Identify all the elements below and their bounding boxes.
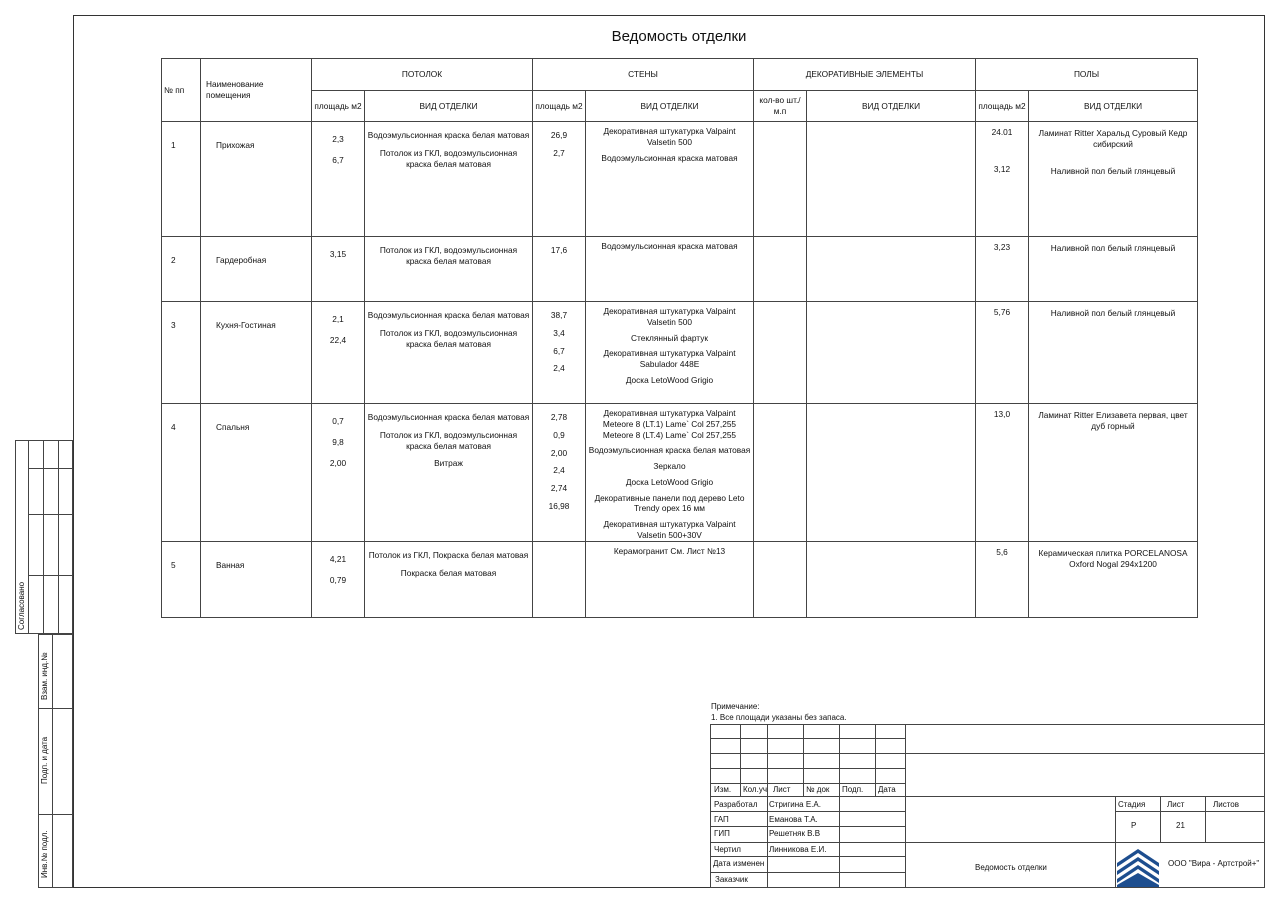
tb-col-sign: Подп. — [842, 785, 864, 794]
row-number — [162, 404, 201, 542]
ceiling-finish-text: Потолок из ГКЛ, водоэмульсионная краска белая матовая — [379, 327, 518, 349]
row-number — [162, 302, 201, 404]
walls-area-value: 6,7 — [553, 345, 565, 356]
sign-date-label: Подп. и дата — [40, 736, 49, 784]
walls-area — [533, 122, 586, 237]
tb-role-1: Разработал — [714, 800, 758, 809]
walls-finish-text: Водоэмульсионная краска белая матовая — [588, 445, 751, 456]
walls-finish — [586, 302, 754, 404]
decor-finish — [807, 237, 976, 302]
finishing-table — [161, 58, 1198, 618]
row-number — [162, 237, 201, 302]
ceiling-finish — [365, 122, 533, 237]
ceiling-finish — [365, 404, 533, 542]
header-ceiling: ПОТОЛОК — [312, 59, 533, 91]
header-ceiling-area: площадь м2 — [312, 91, 365, 122]
ceiling-area-value: 3,15 — [329, 249, 347, 259]
table-row — [162, 404, 1198, 542]
ceiling-finish-text: Потолок из ГКЛ, водоэмульсионная краска белая матовая — [379, 147, 518, 169]
header-floor-finish: ВИД ОТДЕЛКИ — [1029, 91, 1198, 122]
walls-area-value: 2,7 — [553, 147, 565, 158]
tb-sheet-value: 21 — [1176, 821, 1185, 830]
walls-area-value: 2,4 — [553, 465, 565, 476]
ceiling-finish-text: Витраж — [434, 458, 463, 469]
table-row — [162, 122, 1198, 237]
walls-finish-text: Стеклянный фартук — [631, 332, 708, 343]
ceiling-area — [312, 122, 365, 237]
tb-name-2: Еманова Т.А. — [769, 815, 818, 824]
tb-role-2: ГАП — [714, 815, 729, 824]
agreed-stamp — [28, 440, 73, 634]
header-floor-area: площадь м2 — [976, 91, 1029, 122]
ceiling-area-value: 0,79 — [329, 574, 347, 585]
decor-finish — [807, 541, 976, 617]
ceiling-area — [312, 404, 365, 542]
room-name — [201, 302, 312, 404]
floor-finish-text: Ламинат Ritter Харальд Суровый Кедр сибирский — [1038, 128, 1188, 149]
tb-name-3: Решетняк В.В — [769, 829, 821, 838]
walls-area-value: 2,00 — [550, 447, 568, 458]
walls-area-value: 2,78 — [550, 412, 568, 422]
header-decor-finish: ВИД ОТДЕЛКИ — [807, 91, 976, 122]
ceiling-finish-text: Потолок из ГКЛ, водоэмульсионная краска белая матовая — [379, 429, 518, 451]
agreed-label: Согласовано — [17, 581, 26, 630]
walls-area-value: 26,9 — [550, 130, 568, 140]
tb-name-4: Линникова Е.И. — [769, 845, 827, 854]
decor-qty — [754, 404, 807, 542]
walls-finish — [586, 122, 754, 237]
walls-finish — [586, 404, 754, 542]
table-row — [162, 302, 1198, 404]
room-name-text: Ванная — [216, 559, 245, 570]
tb-sheet-label: Лист — [1167, 800, 1185, 809]
room-name — [201, 541, 312, 617]
ceiling-area — [312, 237, 365, 302]
floor-area — [976, 541, 1029, 617]
document-title: Ведомость отделки — [611, 28, 747, 45]
floor-area — [976, 302, 1029, 404]
floor-area-value: 5,6 — [996, 546, 1008, 557]
room-name-text: Прихожая — [216, 140, 255, 150]
tb-col-date: Дата — [878, 785, 896, 794]
floor-area-value: 5,76 — [993, 307, 1011, 317]
tb-col-doc: № док — [806, 785, 830, 794]
floor-area-value: 3,23 — [993, 242, 1011, 252]
tb-role-6: Заказчик — [715, 875, 748, 884]
walls-area-value: 2,4 — [553, 363, 565, 374]
replaced-inv-label: Взам. инд.№ — [40, 652, 49, 700]
walls-area — [533, 404, 586, 542]
table-row — [162, 541, 1198, 617]
ceiling-finish — [365, 302, 533, 404]
note-text: 1. Все площади указаны без запаса. — [711, 713, 847, 722]
ceiling-finish-text: Потолок из ГКЛ, Покраска белая матовая — [368, 549, 529, 560]
walls-area-value: 38,7 — [550, 310, 568, 320]
row-number-text: 2 — [171, 255, 176, 265]
floor-area — [976, 404, 1029, 542]
room-name — [201, 404, 312, 542]
room-name — [201, 237, 312, 302]
tb-stage-value: Р — [1131, 821, 1137, 830]
tb-col-kolvo: Кол.уч — [743, 785, 767, 794]
decor-finish — [807, 404, 976, 542]
floor-finish — [1029, 541, 1198, 617]
ceiling-finish-text: Водоэмульсионная краска белая матовая — [367, 310, 530, 320]
header-row-1 — [162, 59, 1198, 91]
walls-finish-text: Декоративная штукатурка Valpaint Valsetin 500+30V — [603, 519, 736, 541]
table-row — [162, 237, 1198, 302]
row-number-text: 4 — [171, 422, 176, 432]
decor-qty — [754, 122, 807, 237]
floor-area — [976, 122, 1029, 237]
ceiling-area — [312, 541, 365, 617]
ceiling-area-value: 6,7 — [332, 154, 344, 165]
header-walls-finish: ВИД ОТДЕЛКИ — [586, 91, 754, 122]
tb-doc-name: Ведомость отделки — [975, 863, 1047, 872]
floor-finish-text: Наливной пол белый глянцевый — [1050, 243, 1176, 253]
floor-area-value: 3,12 — [993, 163, 1011, 174]
walls-area-value: 0,9 — [553, 429, 565, 440]
room-name — [201, 122, 312, 237]
floor-finish-text: Наливной пол белый глянцевый — [1050, 308, 1176, 318]
ceiling-area-value: 2,3 — [332, 134, 344, 144]
decor-qty — [754, 237, 807, 302]
walls-area — [533, 237, 586, 302]
ceiling-finish-text: Водоэмульсионная краска белая матовая — [367, 130, 530, 140]
tb-name-1: Стригина Е.А. — [769, 800, 821, 809]
decor-finish — [807, 122, 976, 237]
ceiling-area-value: 22,4 — [329, 334, 347, 345]
ceiling-finish-text: Покраска белая матовая — [400, 567, 497, 578]
ceiling-area — [312, 302, 365, 404]
walls-finish-text: Декоративные панели под дерево Leto Trendy орех 16 мм — [594, 492, 745, 514]
tb-company: ООО "Вира - Артстрой+" — [1168, 859, 1260, 868]
tb-role-3: ГИП — [714, 829, 730, 838]
ceiling-area-value: 4,21 — [329, 553, 347, 564]
floor-finish-text: Ламинат Ritter Елизавета первая, цвет дуб горный — [1038, 410, 1188, 431]
room-name-text: Гардеробная — [216, 255, 267, 265]
row-number-text: 5 — [171, 559, 176, 570]
ceiling-finish — [365, 237, 533, 302]
floor-area-value: 24.01 — [991, 127, 1013, 137]
inv-no-label: Инв.№ подл. — [40, 830, 49, 878]
header-floors: ПОЛЫ — [976, 59, 1198, 91]
header-walls: СТЕНЫ — [533, 59, 754, 91]
walls-finish-text: Декоративная штукатурка Valpaint Valsetin 500 — [603, 126, 736, 147]
walls-finish-text: Зеркало — [653, 461, 686, 472]
tb-col-izm: Изм. — [714, 785, 732, 794]
walls-area-value: 2,74 — [550, 483, 568, 494]
walls-finish-text: Водоэмульсионная краска матовая — [601, 241, 738, 251]
walls-area-value: 16,98 — [548, 500, 570, 511]
company-logo-icon — [1117, 845, 1159, 887]
header-decor: ДЕКОРАТИВНЫЕ ЭЛЕМЕНТЫ — [754, 59, 976, 91]
ceiling-area-value: 2,00 — [329, 457, 347, 468]
floor-finish-text: Наливной пол белый глянцевый — [1050, 165, 1176, 176]
room-name-text: Спальня — [216, 422, 250, 432]
decor-qty — [754, 302, 807, 404]
walls-finish-text: Доска LetoWood Grigio — [625, 476, 714, 487]
header-decor-qty: кол-во шт./м.п — [754, 91, 807, 122]
walls-finish-text: Керамогранит См. Лист №13 — [613, 545, 726, 556]
floor-finish — [1029, 404, 1198, 542]
header-ceiling-finish: ВИД ОТДЕЛКИ — [365, 91, 533, 122]
walls-finish-text: Водоэмульсионная краска матовая — [601, 152, 738, 163]
ceiling-finish-text: Водоэмульсионная краска белая матовая — [367, 412, 530, 422]
walls-area — [533, 541, 586, 617]
floor-area — [976, 237, 1029, 302]
tb-role-4: Чертил — [714, 845, 741, 854]
decor-finish — [807, 302, 976, 404]
header-walls-area: площадь м2 — [533, 91, 586, 122]
ceiling-finish-text: Потолок из ГКЛ, водоэмульсионная краска белая матовая — [379, 245, 518, 266]
walls-finish — [586, 237, 754, 302]
note-label: Примечание: — [711, 702, 760, 711]
header-no: № пп — [162, 59, 201, 122]
ceiling-area-value: 0,7 — [332, 416, 344, 426]
floor-area-value: 13,0 — [993, 409, 1011, 419]
floor-finish — [1029, 302, 1198, 404]
floor-finish-text: Керамическая плитка PORCELANOSA Oxford Nogal 294x1200 — [1038, 547, 1188, 569]
ceiling-finish — [365, 541, 533, 617]
floor-finish — [1029, 237, 1198, 302]
tb-stage-label: Стадия — [1118, 800, 1146, 809]
tb-sheets-label: Листов — [1213, 800, 1239, 809]
walls-area-value: 3,4 — [553, 327, 565, 338]
row-number — [162, 122, 201, 237]
row-number — [162, 541, 201, 617]
header-row-2 — [162, 91, 1198, 122]
walls-finish-text: Декоративная штукатурка Valpaint Sabulador 448E — [603, 348, 736, 370]
walls-finish-text: Декоративная штукатурка Valpaint Valsetin 500 — [603, 306, 736, 327]
walls-finish-text: Декоративная штукатурка Valpaint Meteore 8 (LT.1) Lame` Col 257,255 Meteore 8 (LT.4) Lame` Col 257,255 — [602, 408, 737, 440]
header-room: Наименование помещения — [201, 59, 312, 122]
walls-finish — [586, 541, 754, 617]
tb-role-5: Дата изменен — [713, 859, 765, 868]
room-name-text: Кухня-Гостиная — [216, 320, 276, 330]
row-number-text: 3 — [171, 320, 176, 330]
ceiling-area-value: 2,1 — [332, 314, 344, 324]
tb-col-list: Лист — [773, 785, 791, 794]
walls-finish-text: Доска LetoWood Grigio — [625, 374, 714, 385]
row-number-text: 1 — [171, 140, 176, 150]
walls-area-value: 17,6 — [550, 245, 568, 255]
walls-area — [533, 302, 586, 404]
decor-qty — [754, 541, 807, 617]
floor-finish — [1029, 122, 1198, 237]
ceiling-area-value: 9,8 — [332, 436, 344, 447]
